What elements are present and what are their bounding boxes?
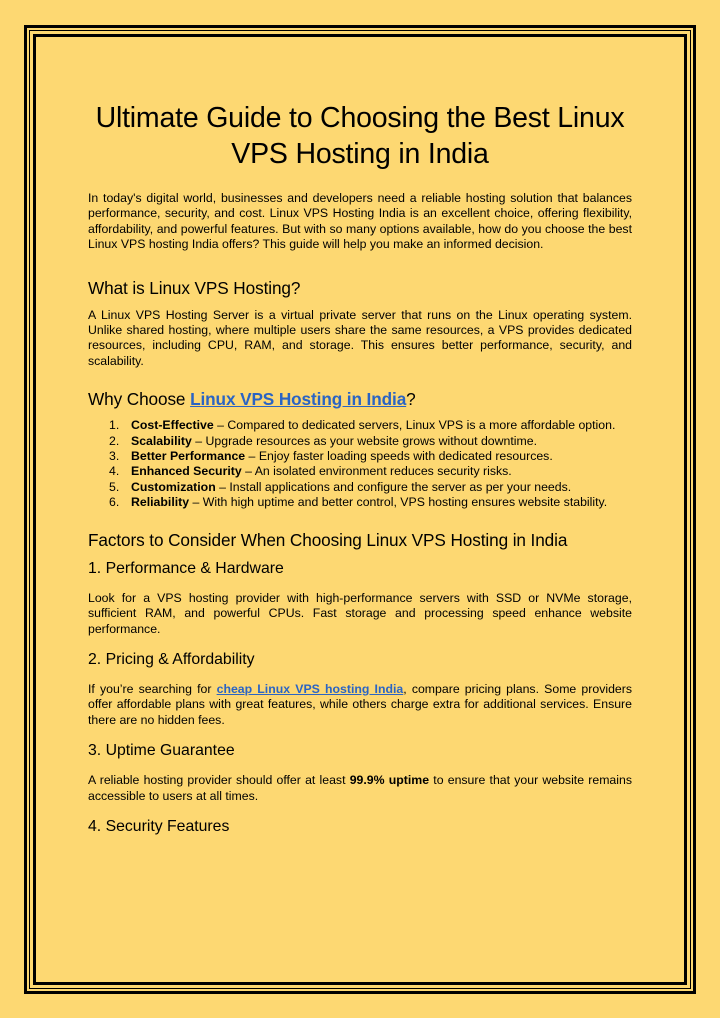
body-text: If you’re searching for xyxy=(88,681,217,696)
list-term: Enhanced Security xyxy=(131,464,242,479)
section-heading-what-is: What is Linux VPS Hosting? xyxy=(88,277,301,298)
heading-text: Why Choose xyxy=(88,389,191,410)
list-text: – With high uptime and better control, VPS hosting ensures website stability. xyxy=(189,495,608,510)
subsection-body-performance: Look for a VPS hosting provider with high-performance servers with SSD or NVMe storage, sufficient RAM, and powerful CPUs. Fast storage and processing speed enhance website performance. xyxy=(88,590,632,636)
subsection-body-pricing xyxy=(88,682,632,728)
body-text: to ensure that your website remains accessible to users at all times. xyxy=(88,773,632,803)
list-term: Customization xyxy=(131,479,216,494)
list-number: 5. xyxy=(109,479,120,494)
linux-vps-hosting-india-link[interactable]: Linux VPS Hosting in India xyxy=(190,389,407,410)
section-heading-why-choose xyxy=(88,388,632,410)
document-content xyxy=(88,100,632,837)
subsection-heading-pricing: 2. Pricing & Affordability xyxy=(88,650,255,668)
subsection-heading-security: 4. Security Features xyxy=(88,817,230,835)
body-text: , compare pricing plans. Some providers offer affordable plans with great features, while others charge extra for additional services. Ensure there are no hidden fees. xyxy=(88,681,632,727)
intro-paragraph: In today's digital world, businesses and developers need a reliable hosting solution that balances performance, security, and cost. Linux VPS Hosting India is an excellent choice, offering flexibility, affordability, and powerful features. But with so many options available, how do you choose the best Linux VPS hosting India offers? This guide will help you make an informed decision. xyxy=(88,191,632,252)
list-term: Reliability xyxy=(131,495,190,510)
list-number: 6. xyxy=(109,495,120,510)
list-text: – Install applications and configure the server as per your needs. xyxy=(215,479,572,494)
list-item xyxy=(109,495,632,510)
cheap-linux-vps-hosting-india-link[interactable]: cheap Linux VPS hosting India xyxy=(216,681,404,696)
list-number: 3. xyxy=(109,449,120,464)
subsection-heading-performance: 1. Performance & Hardware xyxy=(88,559,284,577)
section-body-what-is: A Linux VPS Hosting Server is a virtual private server that runs on the Linux operating system. Unlike shared hosting, where multiple users share the same resources, a VPS provides dedicated resources, including CPU, RAM, and storage. This ensures better performance, security, and scalability. xyxy=(88,307,632,368)
section-heading-factors: Factors to Consider When Choosing Linux VPS Hosting in India xyxy=(88,529,568,550)
list-item xyxy=(109,449,632,464)
subsection-heading-uptime: 3. Uptime Guarantee xyxy=(88,742,235,760)
list-item xyxy=(109,479,632,495)
list-number: 4. xyxy=(109,464,120,479)
list-text: – Upgrade resources as your website grows without downtime. xyxy=(191,433,538,448)
list-text: – Compared to dedicated servers, Linux VPS is a more affordable option. xyxy=(213,418,616,433)
list-text: – An isolated environment reduces security risks. xyxy=(241,464,512,479)
list-term: Cost-Effective xyxy=(131,418,214,433)
list-number: 1. xyxy=(109,418,120,433)
subsection-body-uptime xyxy=(88,773,632,804)
list-number: 2. xyxy=(109,433,120,448)
benefits-list xyxy=(88,418,632,510)
heading-text: ? xyxy=(406,389,416,410)
list-item xyxy=(109,464,632,479)
list-item xyxy=(109,433,632,449)
list-term: Scalability xyxy=(131,433,192,448)
page-title: Ultimate Guide to Choosing the Best Linux VPS Hosting in India xyxy=(95,102,625,170)
list-term: Better Performance xyxy=(131,449,246,464)
list-text: – Enjoy faster loading speeds with dedicated resources. xyxy=(245,449,553,464)
uptime-value: 99.9% uptime xyxy=(349,773,430,788)
body-text: A reliable hosting provider should offer at least xyxy=(88,773,350,788)
list-item xyxy=(109,418,632,433)
